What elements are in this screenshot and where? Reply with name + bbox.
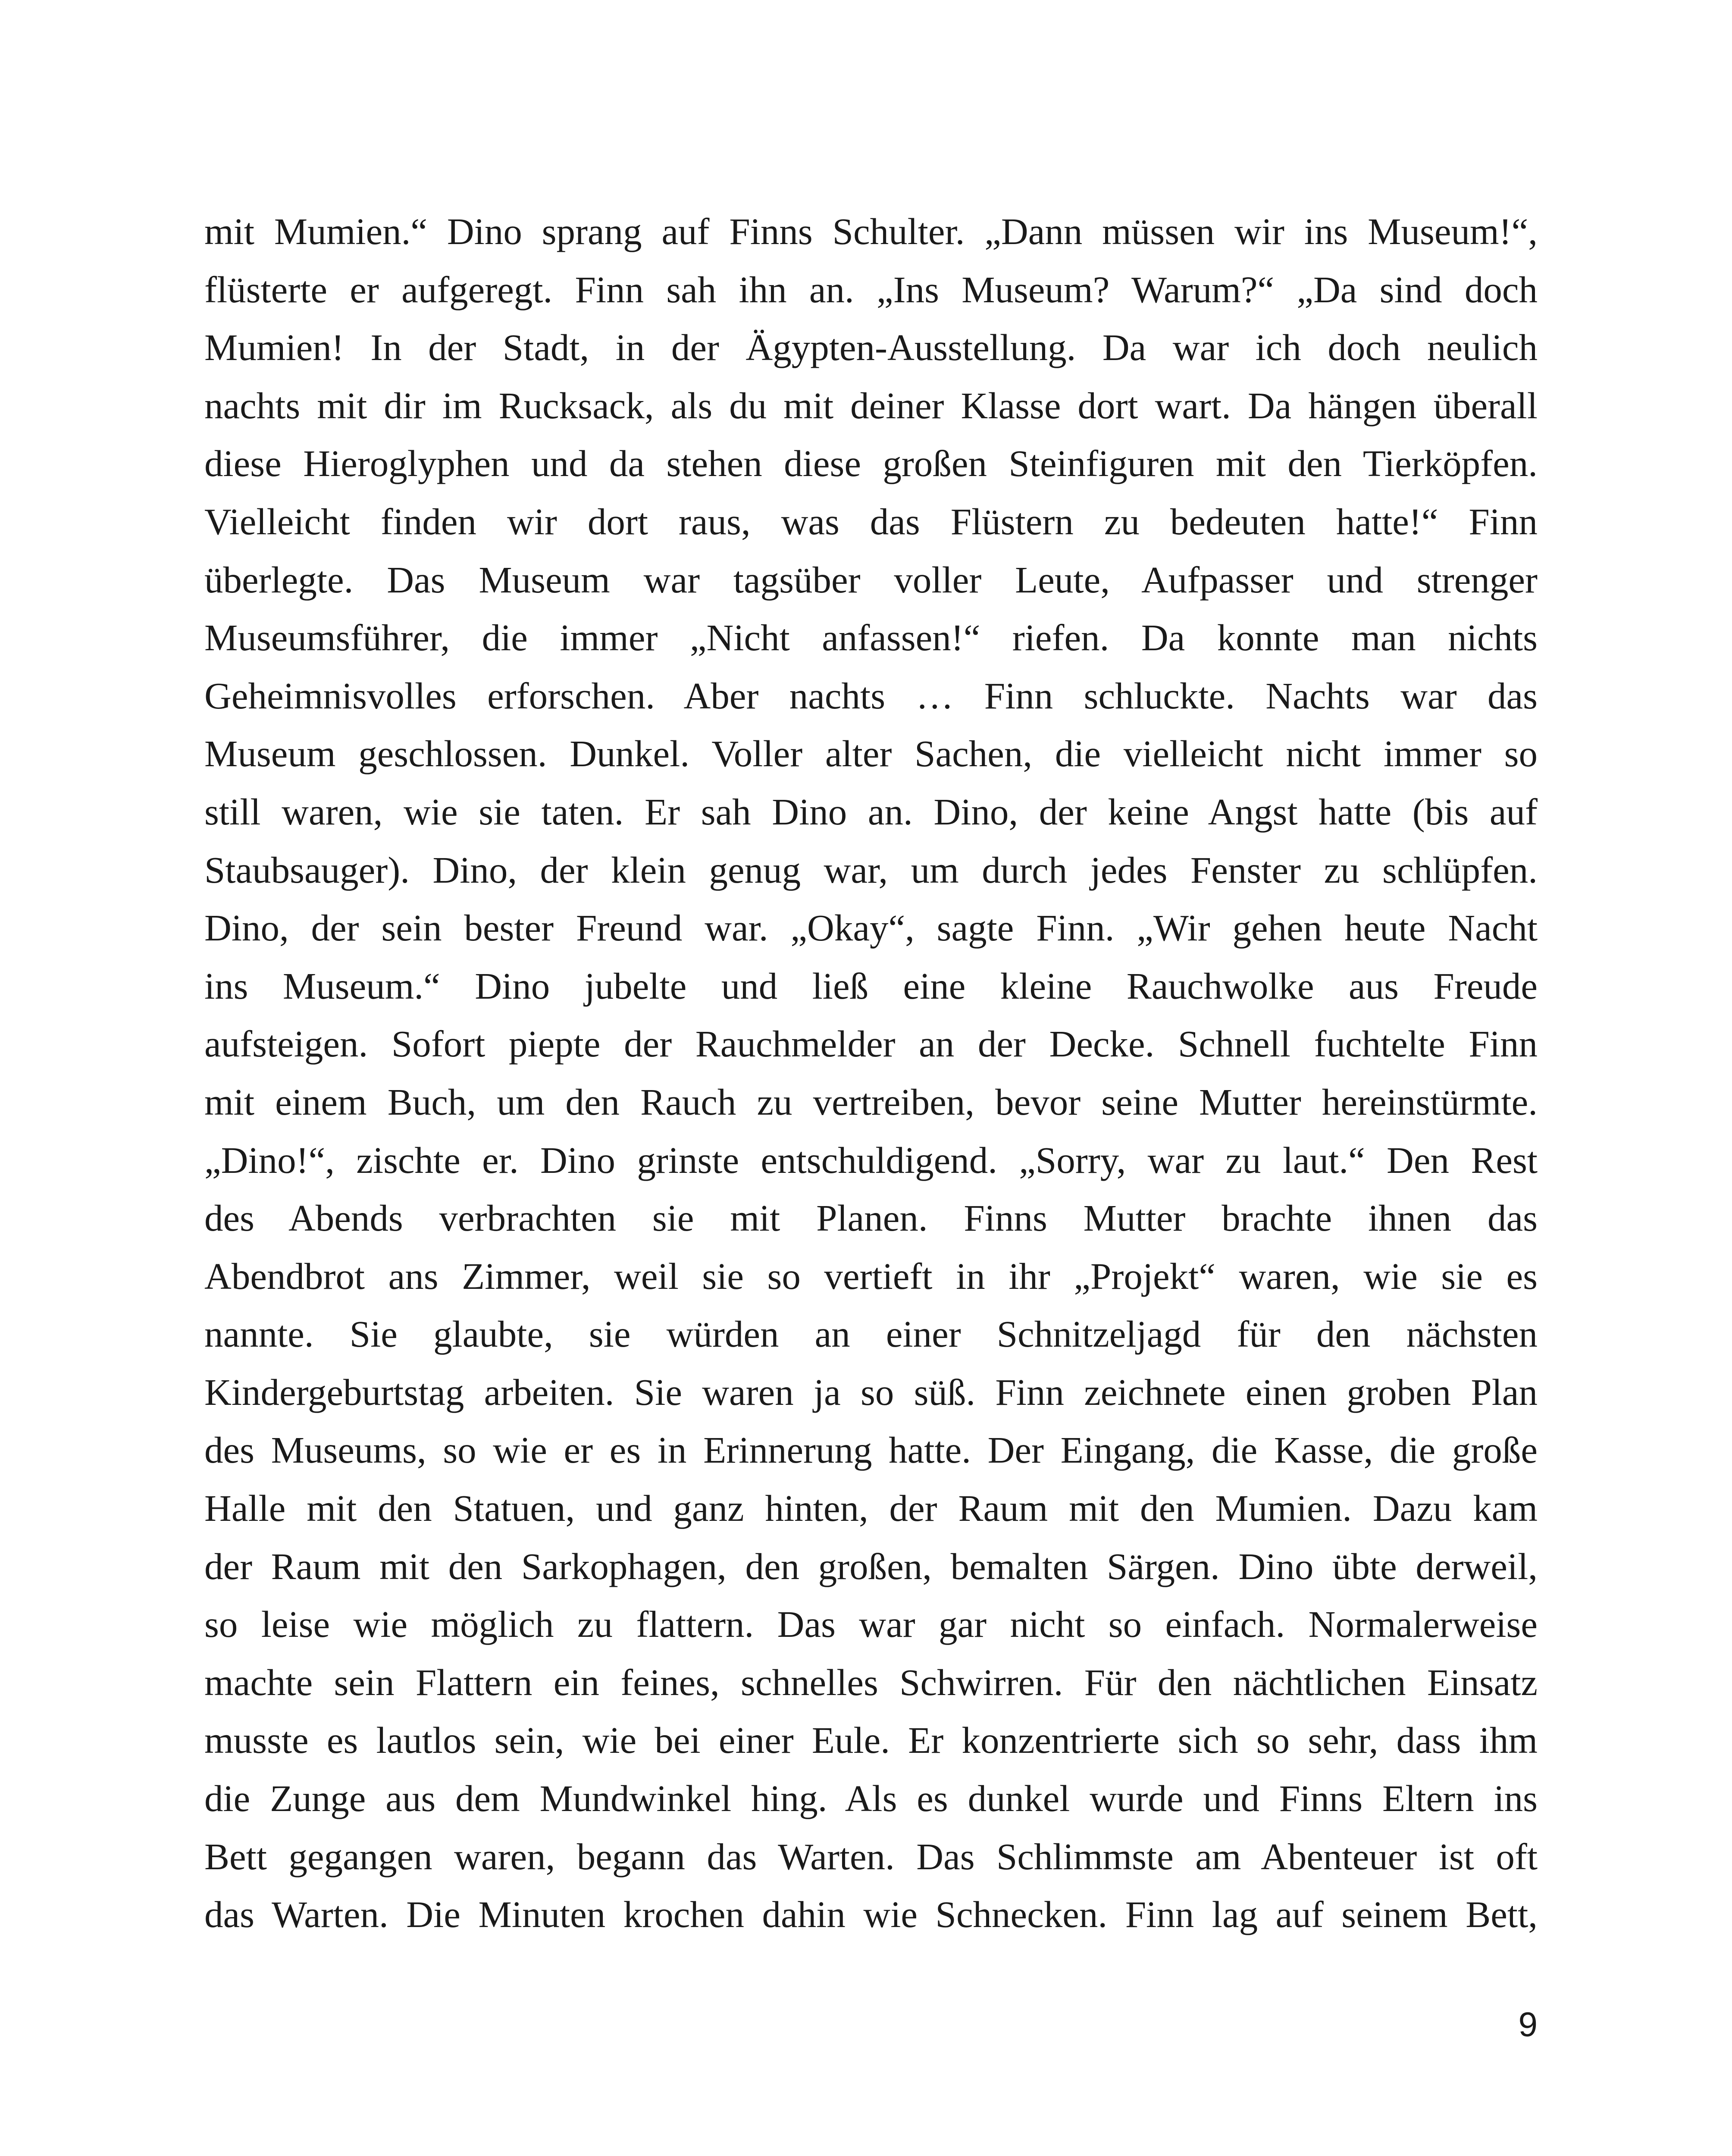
text-line: „Dino!“, zischte er. Dino grinste entschuldigend. „Sorry, war zu laut.“ Den Rest	[204, 1139, 1538, 1181]
text-line: nannte. Sie glaubte, sie würden an einer Schnitzeljagd für den nächsten	[204, 1313, 1538, 1355]
text-line: Bett gegangen waren, begann das Warten. Das Schlimmste am Abenteuer ist oft	[204, 1835, 1538, 1877]
text-line: still waren, wie sie taten. Er sah Dino an. Dino, der keine Angst hatte (bis auf	[204, 790, 1538, 833]
text-line: Kindergeburtstag arbeiten. Sie waren ja so süß. Finn zeichnete einen groben Plan	[204, 1371, 1538, 1413]
text-line: der Raum mit den Sarkophagen, den großen, bemalten Särgen. Dino übte derweil,	[204, 1545, 1538, 1587]
text-line: Mumien! In der Stadt, in der Ägypten-Ausstellung. Da war ich doch neulich	[204, 326, 1538, 369]
text-line: des Museums, so wie er es in Erinnerung hatte. Der Eingang, die Kasse, die große	[204, 1429, 1538, 1471]
text-line: das Warten. Die Minuten krochen dahin wie Schnecken. Finn lag auf seinem Bett,	[204, 1893, 1538, 1936]
text-line: die Zunge aus dem Mundwinkel hing. Als es dunkel wurde und Finns Eltern ins	[204, 1777, 1538, 1820]
text-line: musste es lautlos sein, wie bei einer Eule. Er konzentrierte sich so sehr, dass ihm	[204, 1719, 1538, 1761]
text-line: Abendbrot ans Zimmer, weil sie so vertieft in ihr „Projekt“ waren, wie sie es	[204, 1255, 1538, 1297]
text-line: Geheimnisvolles erforschen. Aber nachts … Finn schluckte. Nachts war das	[204, 674, 1538, 717]
text-line: mit einem Buch, um den Rauch zu vertreiben, bevor seine Mutter hereinstürmte.	[204, 1081, 1538, 1123]
text-line: Halle mit den Statuen, und ganz hinten, der Raum mit den Mumien. Dazu kam	[204, 1487, 1538, 1529]
text-line: diese Hieroglyphen und da stehen diese großen Steinfiguren mit den Tierköpfen.	[204, 442, 1538, 485]
text-line: nachts mit dir im Rucksack, als du mit deiner Klasse dort wart. Da hängen überall	[204, 384, 1538, 426]
text-line: ins Museum.“ Dino jubelte und ließ eine kleine Rauchwolke aus Freude	[204, 965, 1538, 1007]
text-line: Museum geschlossen. Dunkel. Voller alter Sachen, die vielleicht nicht immer so	[204, 733, 1538, 775]
page-number: 9	[1518, 2005, 1538, 2043]
text-line: mit Mumien.“ Dino sprang auf Finns Schulter. „Dann müssen wir ins Museum!“,	[204, 210, 1538, 252]
text-line: Museumsführer, die immer „Nicht anfassen!“ riefen. Da konnte man nichts	[204, 617, 1538, 659]
text-line: aufsteigen. Sofort piepte der Rauchmelder an der Decke. Schnell fuchtelte Finn	[204, 1023, 1538, 1065]
text-line: so leise wie möglich zu flattern. Das war gar nicht so einfach. Normalerweise	[204, 1603, 1538, 1645]
text-line: Staubsauger). Dino, der klein genug war, um durch jedes Fenster zu schlüpfen.	[204, 849, 1538, 891]
text-line: des Abends verbrachten sie mit Planen. Finns Mutter brachte ihnen das	[204, 1197, 1538, 1239]
text-line: flüsterte er aufgeregt. Finn sah ihn an. „Ins Museum? Warum?“ „Da sind doch	[204, 268, 1538, 310]
body-text	[204, 203, 1538, 1944]
text-line: machte sein Flattern ein feines, schnelles Schwirren. Für den nächtlichen Einsatz	[204, 1661, 1538, 1703]
text-line: überlegte. Das Museum war tagsüber voller Leute, Aufpasser und strenger	[204, 558, 1538, 601]
text-line: Dino, der sein bester Freund war. „Okay“, sagte Finn. „Wir gehen heute Nacht	[204, 907, 1538, 949]
text-line: Vielleicht finden wir dort raus, was das Flüstern zu bedeuten hatte!“ Finn	[204, 500, 1538, 542]
